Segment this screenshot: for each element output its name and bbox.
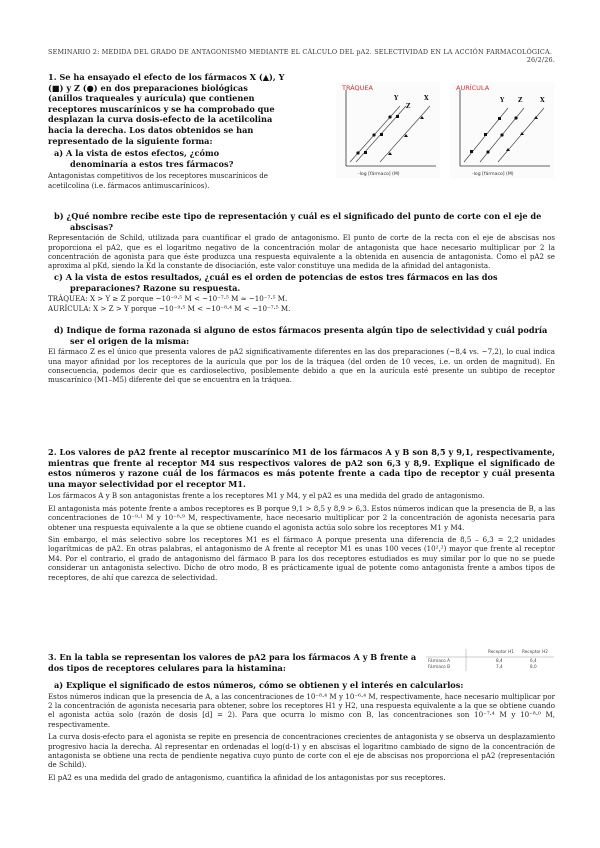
auricula-order: X > Z > Y porque ~10⁻⁹·⁵ M < ~10⁻⁸·⁴ M < ~10⁻⁷·⁵ M. (93, 303, 291, 313)
q1c (48, 272, 555, 313)
point-z (356, 151, 359, 154)
q1d (48, 325, 555, 385)
q3-intro (48, 652, 420, 673)
letter-z: Z (518, 97, 523, 104)
q1a-question (48, 148, 333, 169)
table-header-h2: Receptor H2 (522, 649, 548, 654)
x-axis-label: -log [fármaco] (M) (358, 172, 400, 177)
point-y (484, 133, 487, 136)
figure-label-traquea: TRÁQUEA (342, 84, 373, 92)
letter-x: X (540, 97, 545, 104)
line-x (380, 106, 430, 162)
traquea-label: TRÁQUEA: (48, 294, 88, 304)
figure-label-auricula: AURÍCULA (456, 84, 490, 92)
q1a-line: denominaría a estos tres fármacos? (70, 158, 234, 169)
point-z (486, 150, 489, 153)
q3a-p3: El pA2 es una medida del grado de antagonismo, cuantifica la afinidad de los antagonistas por sus receptores. (48, 772, 446, 782)
q2-p1: Los fármacos A y B son antagonistas frente a los receptores M1 y M4, y el pA2 es una medida del grado de antagonismo. (48, 491, 485, 501)
q2-p2: El antagonista más potente frente a ambos receptores es B porque 9,1 > 8,5 y 8,9 > 6,3. Estos números indican que la presencia de B, a las concentraciones de 10⁻⁹·¹ M y 10⁻⁸·⁹ M, respectivamente, hace necesario multiplicar por 2 la concentración de agonista necesaria para obtener una respuesta equivalente a la que se obtiene cuando el agonista actúa solo sobre los receptores M1 y M4. (48, 503, 555, 532)
point-y (498, 117, 501, 120)
x-axis-label: -log [fármaco] (M) (472, 172, 514, 177)
letter-y: Y (500, 97, 505, 104)
table-row-a-h2: 6,4 (530, 658, 537, 663)
auricula-label: AURÍCULA: (48, 303, 91, 313)
letter-z: Z (406, 103, 411, 110)
table-header-h1: Receptor H1 (488, 649, 514, 654)
traquea-order: X > Y ≥ Z porque ~10⁻⁹·⁵ M < ~10⁻⁷·⁵ M ≈ ~10⁻⁷·⁵ M. (89, 294, 288, 304)
q2 (48, 447, 555, 582)
q3a-question: a) Explique el significado de estos números, cómo se obtienen y el interés en calcularlos: (54, 680, 464, 690)
header (48, 48, 555, 64)
q3a-p1: Estos números indican que la presencia de A, a las concentraciones de 10⁻⁸·⁴ M y 10⁻⁶·⁴ M, respectivamente, hace necesario multiplicar por 2 la concentración de agonista necesaria para obtener, sobre los receptores H1 y H2, una respuesta equivalente a la que se obtiene cuando el agonista actúa solo (razón de dosis [d] = 2). Para que ocurra lo mismo con B, las concentraciones son 10⁻⁷·⁴ M y 10⁻⁸·⁰ M, respectivamente. (48, 691, 555, 729)
point-y (470, 150, 473, 153)
table-row-b-h2: 8,0 (530, 664, 537, 669)
q1a-line: a) A la vista de estos efectos, ¿cómo (54, 148, 220, 159)
histamine-table (426, 649, 554, 671)
table-row-b-label: Fármaco B (428, 664, 450, 669)
q1-line: (anillos traqueales y aurícula) que contienen (48, 93, 255, 104)
point-z (500, 133, 503, 136)
q1-line: hacia la derecha. Los datos obtenidos se han (48, 124, 254, 135)
q1-line: (■) y Z (●) en dos preparaciones biológicas (48, 82, 248, 93)
header-date: 26/2/26. (526, 56, 555, 64)
point-z (388, 115, 391, 118)
point-y (380, 133, 383, 136)
point-z (514, 116, 517, 119)
q1a-answer: Antagonistas competitivos de los receptores muscarínicos de acetilcolina (i.e. fármacos antimuscarínicos). (48, 171, 269, 190)
q1b (48, 211, 555, 271)
q1b-answer: Representación de Schild, utilizada para cuantificar el grado de antagonismo. El punto de corte de la recta con el eje de abscisas nos proporciona el pA2, que es el logaritmo negativo de la concentración molar de antagonista que hace necesario multiplicar por 2 la concentración de agonista para que éste produzca una respuesta equivalente a la obtenida en ausencia de antagonista. Como el pA2 se aproxima al pKd, siendo la Kd la constante de disociación, este valor constituye una medida de la afinidad del antagonista. (48, 233, 555, 271)
plot-traquea (336, 82, 440, 178)
q1-line: representado de la siguiente forma: (48, 135, 213, 146)
table-row-a-label: Fármaco A (428, 658, 450, 663)
q1d-question: d) Indique de forma razonada si alguno de estos fármacos presenta algún tipo de selectividad y cuál podría ser el origen de la misma: (54, 325, 548, 346)
schild-figures (336, 82, 554, 178)
header-title: SEMINARIO 2: MEDIDA DEL GRADO DE ANTAGONISMO MEDIANTE EL CÁLCULO DEL pA2. SELECTIVIDAD EN LA ACCIÓN FARMACOLÓGICA. (48, 48, 553, 56)
q3a-p2: La curva dosis-efecto para el agonista se repite en presencia de concentraciones crecientes de antagonista y se observa un desplazamiento progresivo hacia la derecha. Al representar en ordenadas el log(d-1) y en abscisas el logaritmo cambiado de signo de la concentración de antagonista se obtiene una recta de pendiente negativa cuyo punto de corte con el eje de abscisas nos proporciona el pA2 (representación de Schild). (48, 732, 555, 770)
q1d-answer: El fármaco Z es el único que presenta valores de pA2 significativamente diferentes en las dos preparaciones (~8,4 vs. ~7,2), lo cual indica una mayor afinidad por los receptores de la aurícula que por los de la tráquea (del orden de 10 veces, i.e. un orden de magnitud). En consecuencia, podemos decir que es cardioselectivo, posiblemente debido a que en la aurícula esté presente un subtipo de receptor muscarínico (M1–M5) diferente del que se encuentra en la tráquea. (48, 347, 555, 385)
q3-question: 3. En la tabla se representan los valores de pA2 para los fármacos A y B frente a dos tipos de receptores celulares para la histamina: (48, 652, 417, 673)
letter-x: X (424, 95, 429, 102)
table-row-a-h1: 8,4 (496, 658, 503, 663)
figure-traquea (336, 82, 440, 178)
page-header (48, 48, 555, 64)
point-z (372, 133, 375, 136)
point-x (534, 116, 538, 119)
point-y (396, 115, 399, 118)
q2-p3: Sin embargo, el más selectivo sobre los receptores M1 es el fármaco A porque presenta una diferencia de 8,5 – 6,3 = 2,2 unidades logarítmicas de pA2. En otras palabras, el antagonismo de A frente al receptor M1 es unas 100 veces (10²,²) mayor que frente al receptor M4. Por el contrario, el grado de antagonismo del fármaco B para los dos receptores estudiados es muy similar por lo que no se puede considerar un antagonista selectivo. Dicho de otro modo, B es prácticamente igual de potente como antagonista frente a ambos tipos de receptores, de ahí que carezca de selectividad. (48, 535, 555, 582)
q3a (48, 680, 555, 782)
q1-line: receptores muscarínicos y se ha comprobado que (48, 103, 275, 114)
q1-intro (48, 72, 333, 190)
q1-line: 1. Se ha ensayado el efecto de los fármacos X (▲), Y (48, 72, 285, 82)
point-y (364, 151, 367, 154)
plot-auricula (450, 82, 554, 178)
q1c-auricula (48, 304, 555, 313)
figure-auricula (450, 82, 554, 178)
q1b-question: b) ¿Qué nombre recibe este tipo de representación y cuál es el significado del punto de corte con el eje de abscisas? (54, 211, 542, 232)
q2-question: 2. Los valores de pA2 frente al receptor muscarínico M1 de los fármacos A y B son 8,5 y 9,1, respectivamente, mientras que frente al receptor M4 sus respectivos valores de pA2 son 6,3 y 8,9. Explique el significado de estos números y razone cuál de los fármacos es más potente frente a cada tipo de receptor y cuál presenta una mayor selectividad por el receptor M1. (48, 447, 555, 489)
letter-y: Y (394, 95, 399, 102)
table-row-b-h1: 7,4 (496, 664, 503, 669)
q1c-traquea (48, 294, 555, 303)
q1c-question: c) A la vista de estos resultados, ¿cuál es el orden de potencias de estos tres fármacos en las dos preparaciones? Razone su respuesta. (54, 272, 498, 293)
q1-line: desplazan la curva dosis-efecto de la acetilcolina (48, 114, 273, 125)
